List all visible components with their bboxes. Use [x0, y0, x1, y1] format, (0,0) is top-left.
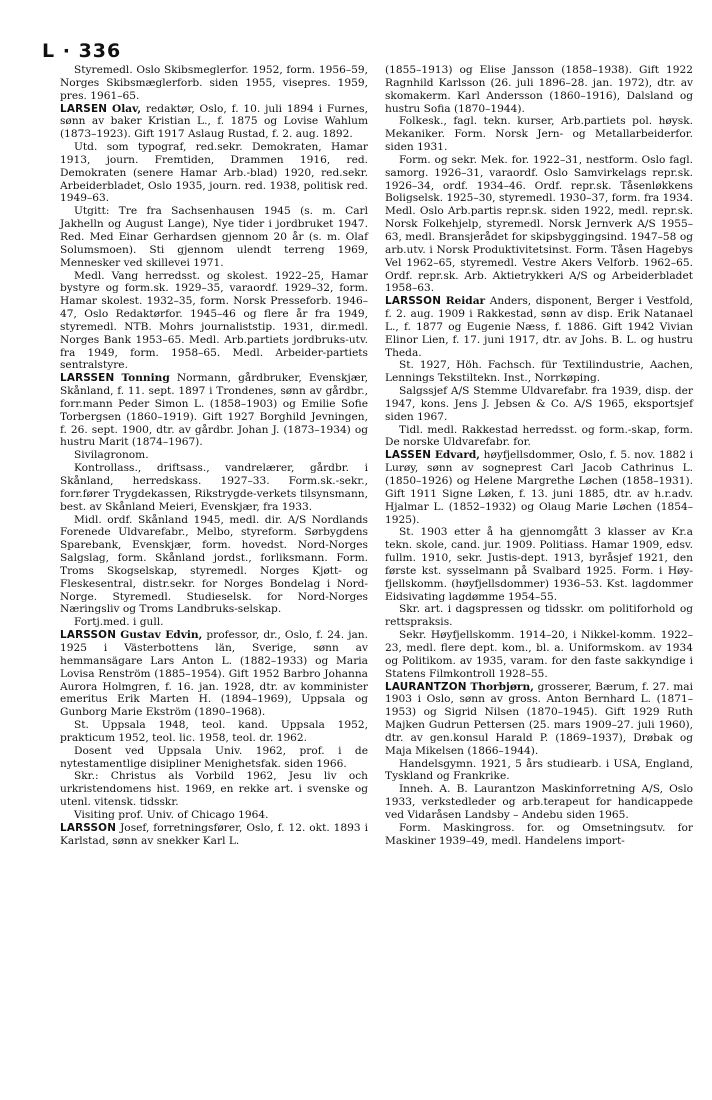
entry-paragraph: St. 1903 etter å ha gjennomgått 3 klasser av Kr.a tekn. skole, cand. jur. 1909. Politiass. Hamar 1909, edsv. fullm. 1910, sekr. Justis-dept. 1913, byråsjef 1921, den første kst. sysselmann på Svalbard 1925. Form. i Høy-fjellskomm. (høyfjellsdommer) 1936–53. Kst. lagdommer Eidsivating lagdømme 1954–55. — [385, 526, 693, 603]
entry-text: Josef, forretningsfører, Oslo, f. 12. okt. 1893 i Karlstad, sønn av snekker Karl L. — [60, 821, 368, 847]
entry-surname: LARSEN — [60, 102, 108, 115]
entry-paragraph: Form. Maskingross. for. og Omsetningsutv. for Maskiner 1939–49, medl. Handelens import- — [385, 821, 693, 847]
page-header — [42, 40, 121, 62]
entry-paragraph: Visiting prof. Univ. of Chicago 1964. — [74, 808, 269, 821]
left-column — [60, 64, 368, 847]
entry-paragraph: Sivilagronom. — [74, 449, 149, 462]
entry-surname: LARSSON — [60, 821, 117, 834]
entry-surname: LARSSON — [385, 295, 442, 308]
entry-surname: LARSSEN — [60, 372, 115, 385]
entry-given-name: Reidar — [445, 295, 486, 308]
entry-paragraph: Salgssjef A/S Stemme Uldvarefabr. fra 1939, disp. der 1947, kons. Jens J. Jebsen & Co. A/S 1965, eksportsjef siden 1967. — [385, 385, 693, 423]
entry-paragraph: St. 1927, Höh. Fachsch. für Textilindustrie, Aachen, Lennings Tekstiltekn. Inst., Norrkøping. — [385, 359, 693, 385]
entry-text: Normann, gårdbruker, Evenskjær, Skånland, f. 11. sept. 1897 i Trondenes, sønn av gårdbr., forr.mann Peder Simon L. (1858–1903) og Emilie Sofie Torbergsen (1860–1919). Gift 1927 Borghild Jevningen, f. 26. sept. 1900, dtr. av gårdbr. Johan J. (1873–1934) og hustru Marit (1874–1967). — [60, 372, 368, 449]
entry-paragraph: Kontrollass., driftsass., vandrelærer, gårdbr. i Skånland, herredskass. 1927–33. Form.sk.-sekr., forr.fører Trygdekassen, Rikstrygde-verkets tilsynsmann, best. av Skånland Meieri, Evenskjær, fra 1933. — [60, 462, 368, 513]
page-number: 336 — [78, 40, 122, 62]
entry-paragraph: St. Uppsala 1948, teol. kand. Uppsala 1952, prakticum 1952, teol. lic. 1958, teol. dr. 1962. — [60, 719, 368, 744]
entry-paragraph: Sekr. Høyfjellskomm. 1914–20, i Nikkel-komm. 1922–23, medl. flere dept. kom., bl. a. Uniformskom. av 1934 og Politikom. av 1935, varam. for den faste sakkyndige i Statens Filmkontroll 1928–55. — [385, 629, 693, 680]
header-separator: · — [62, 40, 71, 62]
biography-entry — [385, 681, 693, 758]
right-column — [385, 64, 693, 847]
biography-entry — [60, 372, 368, 449]
entry-text: professor, dr., Oslo, f. 24. jan. 1925 i Västerbottens län, Sverige, sønn av hemmansägare Lars Anton L. (1882–1933) og Maria Lovisa Renström (1885–1954). Gift 1952 Barbro Johanna Aurora Holmgren, f. 16. jan. 1928, dtr. av komminister emeritus Erik Marten H. (1894–1969), Uppsala og Gunborg Marie Ekström (1890–1968). — [60, 629, 368, 719]
entry-paragraph: (1855–1913) og Elise Jansson (1858–1938). Gift 1922 Ragnhild Karlsson (26. juli 1896–28. jan. 1972), dtr. av skomakerm. Karl Andersson (1860–1916), Dalsland og hustru Sofia (1870–1944). — [385, 64, 693, 115]
entry-paragraph: Inneh. A. B. Laurantzon Maskinforretning A/S, Oslo 1933, verkstedleder og arb.terapeut for handicappede ved Vidaråsen Landsby – Andebu siden 1965. — [385, 783, 693, 821]
entry-given-name: Edvard, — [434, 449, 480, 462]
biography-entry — [60, 822, 368, 848]
entry-surname: LASSEN — [385, 449, 432, 462]
entry-given-name: Tonning — [121, 372, 170, 385]
entry-paragraph: Utd. som typograf, red.sekr. Demokraten, Hamar 1913, journ. Fremtiden, Drammen 1916, red. Demokraten (senere Hamar Arb.-blad) 1920, red.sekr. Arbeiderbladet, Oslo 1935, journ. red. 1938, politisk red. 1949–63. — [60, 141, 368, 205]
entry-given-name: Gustav Edvin, — [120, 629, 203, 642]
entry-given-name: Olav, — [112, 102, 142, 115]
entry-text: redaktør, Oslo, f. 10. juli 1894 i Furnes, sønn av baker Kristian L., f. 1875 og Lovise Wahlum (1873–1923). Gift 1917 Aslaug Rustad, f. 2. aug. 1892. — [60, 102, 368, 141]
entry-paragraph: Utgitt: Tre fra Sachsenhausen 1945 (s. m. Carl Jakhelln og August Lange), Nye tider i jordbruket 1947. Red. Med Einar Gerhardsen gjennom 20 år (s. m. Olaf Solumsmoen). Sti gjennom ulendt terreng 1969, Mennesker ved skillevei 1971. — [60, 205, 368, 269]
entry-paragraph: Skr.: Christus als Vorbild 1962, Jesu liv och urkristendomens hist. 1969, en rekke art. i svenske og utenl. vitensk. tidsskr. — [60, 770, 368, 809]
entry-paragraph: Medl. Vang herredsst. og skolest. 1922–25, Hamar bystyre og form.sk. 1929–35, varaordf. 1929–32, form. Hamar skolest. 1932–35, form. Norsk Presseforb. 1946–47, Oslo Redaktørfor. 1945–46 og flere år fra 1949, styremedl. NTB. Mohrs journaliststip. 1931, dir.medl. Norges Bank 1953–65. Medl. Arb.partiets jordbruks-utv. fra 1949, form. 1958–65. Medl. Arbeider-partiets sentralstyre. — [60, 269, 368, 372]
header-letter: L — [42, 40, 56, 62]
entry-text: Anders, disponent, Berger i Vestfold, f. 2. aug. 1909 i Rakkestad, sønn av disp. Erik Natanael L., f. 1877 og Eugenie Næss, f. 1886. Gift 1942 Vivian Elinor Lien, f. 17. juni 1917, dtr. av Johs. B. L. og hustru Theda. — [385, 295, 693, 359]
entry-text: grosserer, Bærum, f. 27. mai 1903 i Oslo, sønn av gross. Anton Bernhard L. (1871–1953) og Sigrid Nilsen (1870–1945). Gift 1929 Ruth Majken Gudrun Pettersen (25. mars 1909–27. juli 1960), dtr. av gen.konsul Harald P. (1869–1937), Drøbak og Maja Mikelsen (1866–1944). — [385, 680, 693, 757]
biography-entry — [60, 103, 368, 142]
entry-paragraph: Folkesk., fagl. tekn. kurser, Arb.partiets pol. høysk. Mekaniker. Form. Norsk Jern- og Metallarbeiderfor. siden 1931. — [385, 115, 693, 154]
entry-surname: LAURANTZON — [385, 680, 467, 693]
entry-surname: LARSSON — [60, 629, 117, 642]
entry-given-name: Thorbjørn, — [470, 680, 534, 693]
entry-text: høyfjellsdommer, Oslo, f. 5. nov. 1882 i Lurøy, sønn av sogneprest Carl Jacob Cathrinus L. (1850–1926) og Helene Margrethe Løchen (1858–1931). Gift 1911 Signe Løken, f. 13. juni 1885, dtr. av h.r.adv. Hjalmar L. (1852–1932) og Olaug Marie Løchen (1854–1925). — [385, 449, 693, 526]
entry-paragraph: Fortj.med. i gull. — [74, 616, 164, 629]
entry-paragraph: Dosent ved Uppsala Univ. 1962, prof. i de nytestamentlige disipliner Menighetsfak. siden 1966. — [60, 744, 368, 770]
entry-paragraph: Skr. art. i dagspressen og tidsskr. om politiforhold og rettspraksis. — [385, 603, 693, 629]
entry-paragraph: Handelsgymn. 1921, 5 års studiearb. i USA, England, Tyskland og Frankrike. — [385, 757, 693, 783]
entry-paragraph: Midl. ordf. Skånland 1945, medl. dir. A/S Nordlands Forenede Uldvarefabr., Melbo, styreform. Sørbygdens Sparebank, Evenskjær, form. hovedst. Nord-Norges Salgslag, form. Skånland jordst., forliksmann. Form. Troms Skogselskap, styremedl. Norges Kjøtt- og Fleskesentral, distr.sekr. for Norges Bondelag i Nord-Norge. Styremedl. Studieselsk. for Nord-Norges Næringsliv og Troms Landbruks-selskap. — [60, 513, 368, 616]
biography-entry — [385, 449, 693, 526]
biography-entry — [60, 629, 368, 719]
biography-entry — [385, 295, 693, 359]
entry-paragraph: Styremedl. Oslo Skibsmeglerfor. 1952, form. 1956–59, Norges Skibsmæglerforb. siden 1955, visepres. 1959, pres. 1961–65. — [60, 64, 368, 102]
entry-paragraph: Tidl. medl. Rakkestad herredsst. og form.-skap, form. De norske Uldvarefabr. for. — [385, 423, 693, 449]
entry-paragraph: Form. og sekr. Mek. for. 1922–31, nestform. Oslo fagl. samorg. 1926–31, varaordf. Oslo Samvirkelags repr.sk. 1926–34, ordf. 1934–46. Ordf. repr.sk. Tåsenløkkens Boligselsk. 1925–30, styremedl. 1930–37, form. fra 1934. Medl. Oslo Arb.partis repr.sk. siden 1922, medl. repr.sk. Norsk Folkehjelp, styremedl. Norsk Jernverk A/S 1955–63, medl. Bransjerådet for skipsbyggingsind. 1947–58 og arb.utv. i Norsk Produktivitetsinst. Form. Tåsen Hagebys Vel 1962–65, styremedl. Vestre Akers Velforb. 1962–65. Ordf. repr.sk. Arb. Aktietrykkeri A/S og Arbeiderbladet 1958–63. — [385, 153, 693, 295]
